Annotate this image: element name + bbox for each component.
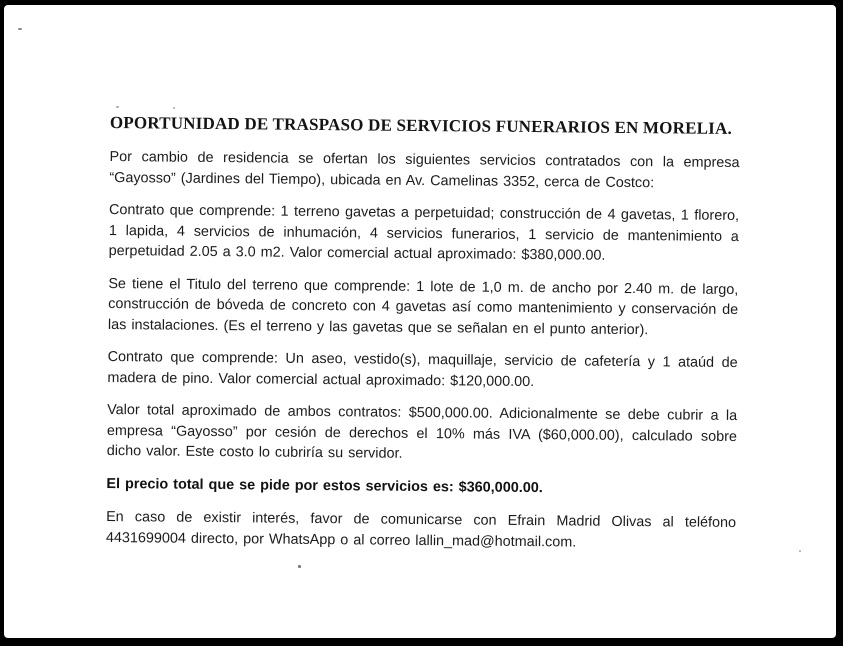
document-page <box>4 5 836 638</box>
paragraph-contract-2: Contrato que comprende: Un aseo, vestido(s), maquillaje, servicio de cafetería y 1 ataúd de madera de pino. Valor comercial actual aproximado: $120,000.00. <box>107 348 738 390</box>
paragraph-contract-1: Contrato que comprende: 1 terreno gavetas a perpetuidad; construcción de 4 gavetas, 1 florero, 1 lapida, 4 servicios de inhumación, 4 servicios funerarios, 1 servicio de mantenimiento a perpetuidad 2.05 a 3.0 m2. Valor comercial actual aproximado: $380,000.00. <box>108 201 740 264</box>
price-statement: El precio total que se pide por estos servicios es: $360,000.00. <box>106 475 543 496</box>
scan-speck <box>18 28 22 30</box>
document-title: OPORTUNIDAD DE TRASPASO DE SERVICIOS FUNERARIOS EN MORELIA. <box>109 113 733 138</box>
paragraph-land-title: Se tiene el Titulo del terreno que comprende: 1 lote de 1,0 m. de ancho por 2.40 m. de largo, construcción de bóveda de concreto con 4 gavetas así como mantenimiento y conservación de las instalaciones. (Es el terreno y las gavetas que se señalan en el punto anterior). <box>107 275 739 338</box>
scan-speck <box>799 550 801 552</box>
scan-speck <box>116 106 119 108</box>
paragraph-intro: Por cambio de residencia se ofertan los siguientes servicios contratados con la empresa “Gayosso” (Jardines del Tiempo), ubicada en Av. Camelinas 3352, cerca de Costco: <box>109 148 740 191</box>
paragraph-total-value: Valor total aproximado de ambos contratos: $500,000.00. Adicionalmente se debe cubrir a la empresa “Gayosso” por cesión de derechos el 10% más IVA ($60,000.00), calculado sobre dicho valor. Este costo lo cubriría su servidor. <box>106 401 738 462</box>
document-content <box>106 113 740 566</box>
scan-speck <box>298 565 301 568</box>
scan-speck <box>173 107 175 109</box>
paragraph-contact: En caso de existir interés, favor de comunicarse con Efrain Madrid Olivas al teléfono 4431699004 directo, por WhatsApp o al correo lallin_mad@hotmail.com. <box>105 508 737 550</box>
